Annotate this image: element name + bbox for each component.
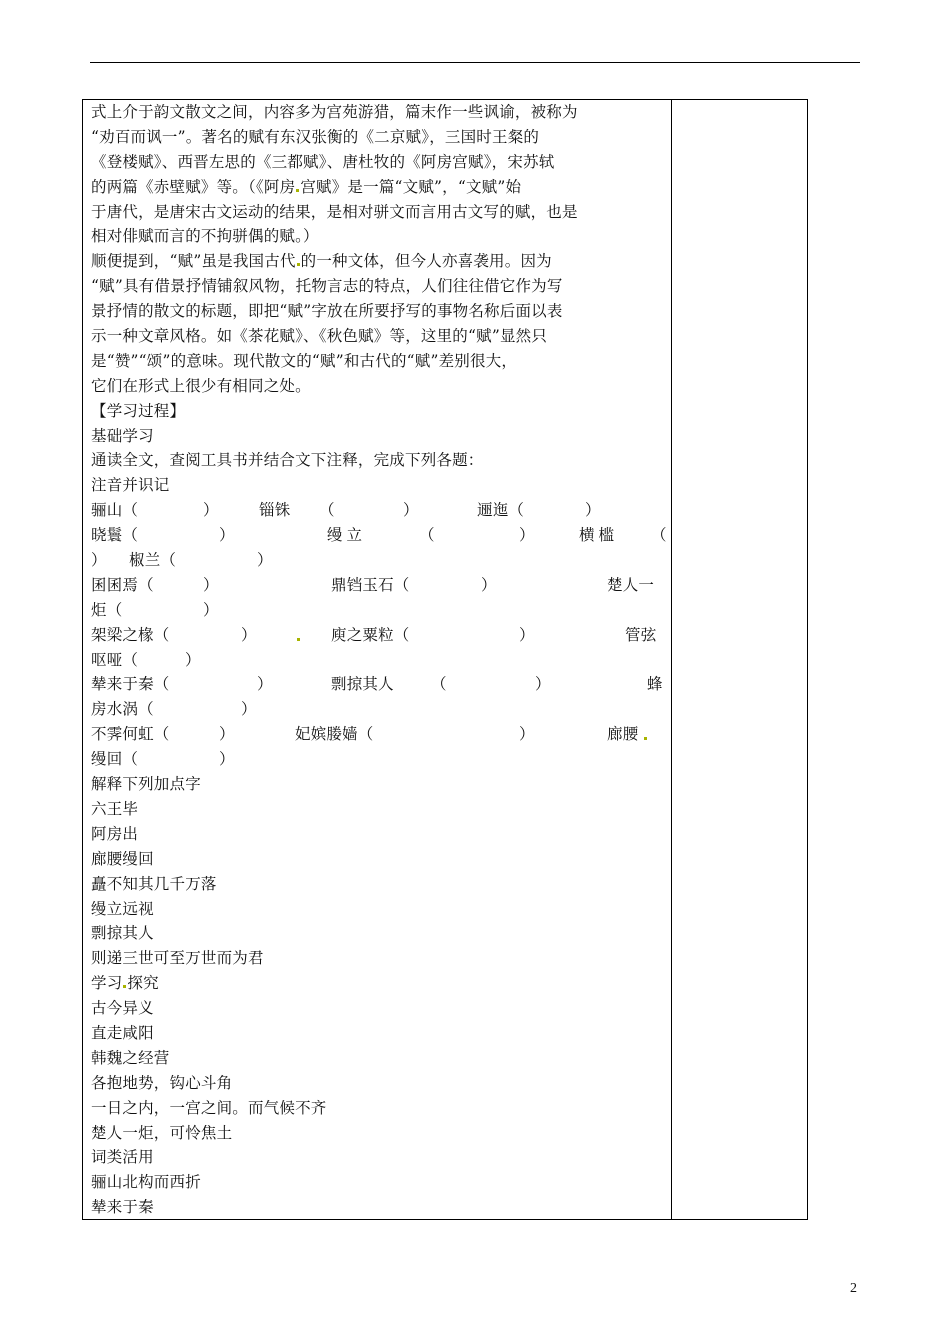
pinyin-item: 骊山（ [91, 501, 139, 520]
pinyin-blank-close: ） [585, 501, 601, 520]
paragraph-line: 它们在形式上很少有相同之处。 [91, 376, 311, 395]
pinyin-item: 缦回（ [91, 750, 139, 769]
pinyin-blank-close: ） [203, 575, 219, 594]
pinyin-blank-close: ） [481, 575, 497, 594]
pinyin-row [91, 598, 665, 623]
gujin-item: 韩魏之经营 [91, 1048, 170, 1067]
column-divider [671, 100, 672, 1219]
cilei-item: 辇来于秦 [91, 1198, 154, 1217]
emphasis-dot [297, 263, 300, 266]
pinyin-item: 椒兰（ [129, 551, 177, 570]
pinyin-row [91, 523, 665, 548]
pinyin-row [91, 747, 665, 772]
pinyin-blank-close: ） [91, 551, 107, 570]
study-heading [91, 971, 665, 996]
pinyin-row [91, 498, 665, 523]
pinyin-row [91, 672, 665, 697]
pinyin-item: 蜂 [647, 675, 663, 694]
pinyin-item: 锱铢 [259, 501, 291, 520]
gujin-item: 直走咸阳 [91, 1023, 154, 1042]
pinyin-row [91, 548, 665, 573]
paragraph-line [91, 249, 665, 274]
pinyin-item: 逦迤（ [477, 501, 525, 520]
pinyin-item: 剽掠其人 [331, 675, 394, 694]
pinyin-blank-close: ） [403, 501, 419, 520]
document-table [82, 99, 808, 1220]
paragraph-line: 是“赞”“颂”的意味。现代散文的“赋”和古代的“赋”差别很大， [91, 351, 518, 370]
pinyin-item: 横槛 [579, 526, 619, 545]
pinyin-blank-close: ） [519, 725, 535, 744]
pinyin-blank-close: ） [185, 650, 201, 669]
pinyin-blank-close: ） [519, 625, 535, 644]
pinyin-row [91, 722, 665, 747]
pinyin-row [91, 648, 665, 673]
pinyin-item: 房水涡（ [91, 700, 154, 719]
paragraph-line: 相对俳赋而言的不拘骈偶的赋。） [91, 227, 319, 246]
paragraph-line: 式上介于韵文散文之间，内容多为宫苑游猎，篇末作一些讽谕，被称为 [91, 103, 578, 121]
pinyin-item: 管弦 [625, 625, 657, 644]
pinyin-blank-close: ） [535, 675, 551, 694]
cilei-item: 骊山北构而西折 [91, 1173, 201, 1192]
pinyin-row [91, 573, 665, 598]
pinyin-item: 不霁何虹（ [91, 725, 170, 744]
gujin-item: 各抱地势，钩心斗角 [91, 1073, 233, 1092]
paragraph-line: 于唐代，是唐宋古文运动的结果，是相对骈文而言用古文写的赋，也是 [91, 202, 578, 221]
pinyin-blank-close: ） [241, 625, 257, 644]
pinyin-blank-close: ） [219, 750, 235, 769]
pinyin-blank-open: （ [419, 526, 435, 545]
paragraph-line: 《登楼赋》、西晋左思的《三都赋》、唐杜牧的《阿房宫赋》，宋苏轼 [91, 152, 555, 171]
gujin-item: 楚人一炬，可怜焦土 [91, 1123, 233, 1142]
pinyin-item: 辇来于秦（ [91, 675, 170, 694]
paragraph-text: 的一种文体，但今人亦喜袭用。因为 [300, 252, 552, 271]
pinyin-row [91, 697, 665, 722]
explain-item: 缦立远视 [91, 899, 154, 918]
subheading-basic: 基础学习 [91, 426, 154, 445]
pinyin-item: 架梁之椽（ [91, 625, 170, 644]
cilei-heading: 词类活用 [91, 1148, 154, 1167]
explain-item: 矗不知其几千万落 [91, 874, 217, 893]
pinyin-item: 炬（ [91, 600, 123, 619]
pinyin-item: 廊腰 [607, 725, 639, 744]
header-rule [90, 62, 860, 63]
paragraph-line: 景抒情的散文的标题，即把“赋”字放在所要抒写的事物名称后面以表 [91, 302, 563, 321]
emphasis-dot [297, 638, 300, 641]
pinyin-item: 庾之粟粒（ [331, 625, 410, 644]
section-heading: 【学习过程】 [91, 401, 186, 420]
pinyin-item: 妃嫔媵嫱（ [295, 725, 374, 744]
pinyin-blank-close: ） [203, 600, 219, 619]
page-number: 2 [850, 1281, 857, 1296]
explain-item: 则递三世可至万世而为君 [91, 949, 264, 968]
gujin-heading: 古今异义 [91, 999, 154, 1018]
explain-item: 剽掠其人 [91, 924, 154, 943]
gujin-item: 一日之内，一宫之间。而气候不齐 [91, 1098, 327, 1117]
pinyin-blank-open: （ [319, 501, 335, 520]
instruction-text: 通读全文，查阅工具书并结合文下注释，完成下列各题： [91, 451, 484, 470]
pinyin-item: 缦立 [327, 526, 367, 545]
pinyin-blank-close: ） [219, 526, 235, 545]
paragraph-text: 的两篇《赤壁赋》等。（《阿房 [91, 177, 296, 196]
explain-item: 廊腰缦回 [91, 849, 154, 868]
paragraph-text: 顺便提到，“赋”虽是我国古代 [91, 252, 296, 271]
pinyin-item: 呕哑（ [91, 650, 139, 669]
pinyin-item: 楚人一 [607, 575, 655, 594]
explain-item: 六王毕 [91, 799, 139, 818]
emphasis-dot [644, 737, 647, 740]
pinyin-blank-close: ） [519, 526, 535, 545]
paragraph-line: 示一种文章风格。如《茶花赋》、《秋色赋》等，这里的“赋”显然只 [91, 327, 548, 346]
main-content-cell [91, 100, 665, 1220]
explain-heading: 解释下列加点字 [91, 775, 201, 794]
pinyin-item: 晓鬟（ [91, 526, 139, 545]
explain-item: 阿房出 [91, 824, 139, 843]
emphasis-dot [123, 985, 126, 988]
paragraph-line: “赋”具有借景抒情铺叙风物，托物言志的特点，人们往往借它作为写 [91, 277, 563, 296]
study-rest: 探究 [127, 974, 159, 993]
pinyin-blank-close: ） [257, 551, 273, 570]
pinyin-blank-close: ） [203, 501, 219, 520]
pinyin-blank-close: ） [219, 725, 235, 744]
pinyin-item: 鼎铛玉石（ [331, 575, 410, 594]
pinyin-blank-close: ） [257, 675, 273, 694]
pinyin-blank-open: （ [651, 526, 667, 545]
pinyin-blank-open: （ [431, 675, 447, 694]
pinyin-item: 囷囷焉（ [91, 575, 154, 594]
pinyin-blank-close: ） [241, 700, 257, 719]
pinyin-heading: 注音并识记 [91, 476, 170, 495]
paragraph-line [91, 175, 665, 200]
pinyin-row [91, 623, 665, 648]
study-label: 学习 [91, 974, 123, 993]
paragraph-line: “劝百而讽一”。著名的赋有东汉张衡的《二京赋》，三国时王粲的 [91, 127, 540, 146]
emphasis-dot [296, 189, 299, 192]
paragraph-text: 宫赋》是一篇“文赋”，“文赋”始 [300, 177, 522, 196]
